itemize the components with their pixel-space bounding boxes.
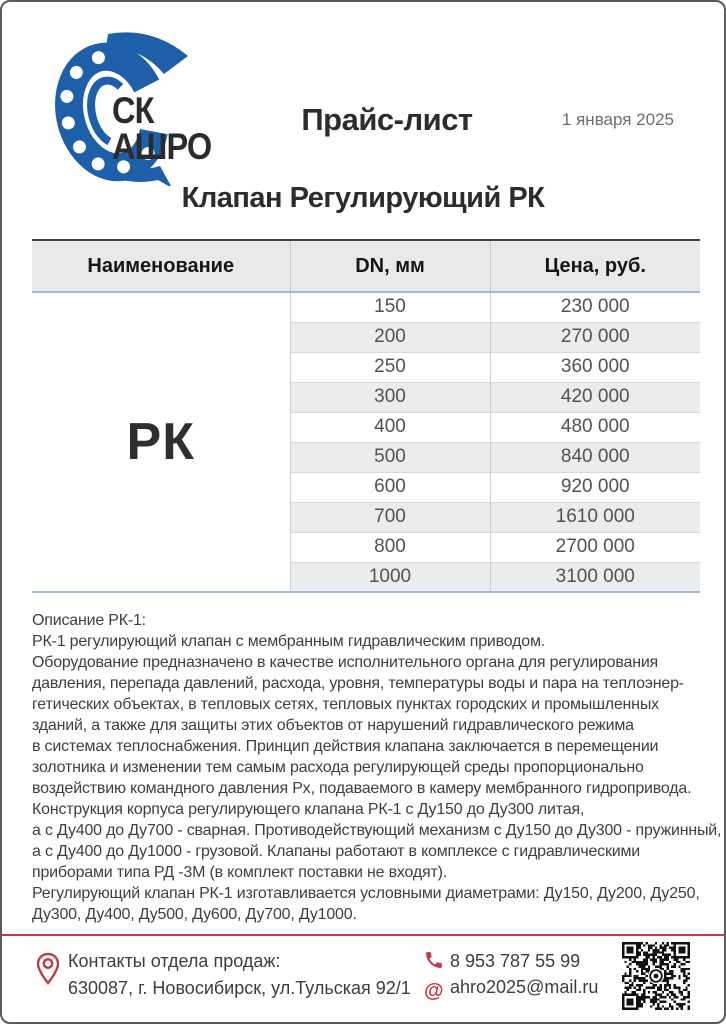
- description-line: Конструкция корпуса регулирующего клапана РК-1 с Ду150 до Ду300 литая,: [32, 801, 585, 818]
- description-line: зданий, а также для защиты этих объектов от нарушений гидравлического режима: [32, 717, 634, 734]
- description-line: а с Ду400 до Ду1000 - грузовой. Клапаны работают в комплексе с гидравлическими: [32, 843, 641, 860]
- dn-cell: 200: [290, 322, 490, 352]
- group-label-cell: РК: [32, 292, 290, 592]
- description-line: Ду300, Ду400, Ду500, Ду600, Ду700, Ду1000.: [32, 906, 357, 923]
- column-header-price: Цена, руб.: [490, 240, 700, 292]
- email-at-icon: @: [424, 980, 444, 1002]
- dn-cell: 500: [290, 442, 490, 472]
- email-address: ahro2025@mail.ru: [450, 977, 599, 997]
- description-line: золотника и изменении тем самым расхода регулирующей среды пропорционально: [32, 759, 644, 776]
- table-body: [32, 292, 700, 592]
- price-cell: 920 000: [490, 472, 700, 502]
- description-line: в системах теплоснабжения. Принцип действия клапана заключается в перемещении: [32, 738, 659, 755]
- dn-cell: 700: [290, 502, 490, 532]
- price-cell: 2700 000: [490, 532, 700, 562]
- contacts-address: 630087, г. Новосибирск, ул.Тульская 92/1: [68, 978, 411, 998]
- document-date: 1 января 2025: [561, 110, 674, 129]
- price-cell: 480 000: [490, 412, 700, 442]
- logo-text-line1: СК: [112, 90, 154, 131]
- description: [32, 610, 722, 925]
- description-line: а с Ду400 до Ду700 - сварная. Противодействующий механизм с Ду150 до Ду300 - пружинный,: [32, 822, 722, 839]
- phone-number: 8 953 787 55 99: [450, 951, 581, 971]
- description-line: гетических объектах, в тепловых сетях, тепловых пунктах городских и промышленных: [32, 696, 659, 713]
- price-cell: 3100 000: [490, 562, 700, 592]
- description-line: давления, перепада давлений, расхода, уровня, температуры воды и пара на теплоэнер-: [32, 675, 684, 692]
- dn-cell: 600: [290, 472, 490, 502]
- phone-icon: [424, 950, 444, 970]
- dn-cell: 400: [290, 412, 490, 442]
- description-line: приборами типа РД -3М (в комплект поставки не входят).: [32, 864, 447, 881]
- dn-cell: 250: [290, 352, 490, 382]
- document-title: Прайс-лист: [301, 102, 473, 137]
- price-cell: 360 000: [490, 352, 700, 382]
- description-line: Регулирующий клапан РК-1 изготавливается условными диаметрами: Ду150, Ду200, Ду250,: [32, 885, 700, 902]
- table-row: [32, 292, 700, 322]
- logo-text-line2: АШРО: [112, 126, 212, 167]
- contacts-label: Контакты отдела продаж:: [68, 951, 281, 971]
- description-line: РК-1 регулирующий клапан с мембранным гидравлическим приводом.: [32, 633, 545, 650]
- description-line: воздействию командного давления Рх, подаваемого в камеру мембранного гидропривода.: [32, 780, 692, 797]
- product-title: Клапан Регулирующий РК: [181, 182, 545, 214]
- dn-cell: 150: [290, 292, 490, 322]
- qr-code: [620, 942, 692, 1010]
- price-cell: 1610 000: [490, 502, 700, 532]
- dn-cell: 1000: [290, 562, 490, 592]
- column-header-dn: DN, мм: [290, 240, 490, 292]
- price-cell: 270 000: [490, 322, 700, 352]
- description-line: Оборудование предназначено в качестве исполнительного органа для регулирования: [32, 654, 659, 671]
- price-cell: 840 000: [490, 442, 700, 472]
- price-table: [32, 239, 700, 593]
- table-header-row: [32, 240, 700, 292]
- description-line: Описание РК-1:: [32, 612, 146, 629]
- footer-divider: [2, 934, 724, 936]
- location-pin-icon: [36, 952, 60, 986]
- dn-cell: 300: [290, 382, 490, 412]
- price-cell: 420 000: [490, 382, 700, 412]
- price-cell: 230 000: [490, 292, 700, 322]
- column-header-name: Наименование: [32, 240, 290, 292]
- dn-cell: 800: [290, 532, 490, 562]
